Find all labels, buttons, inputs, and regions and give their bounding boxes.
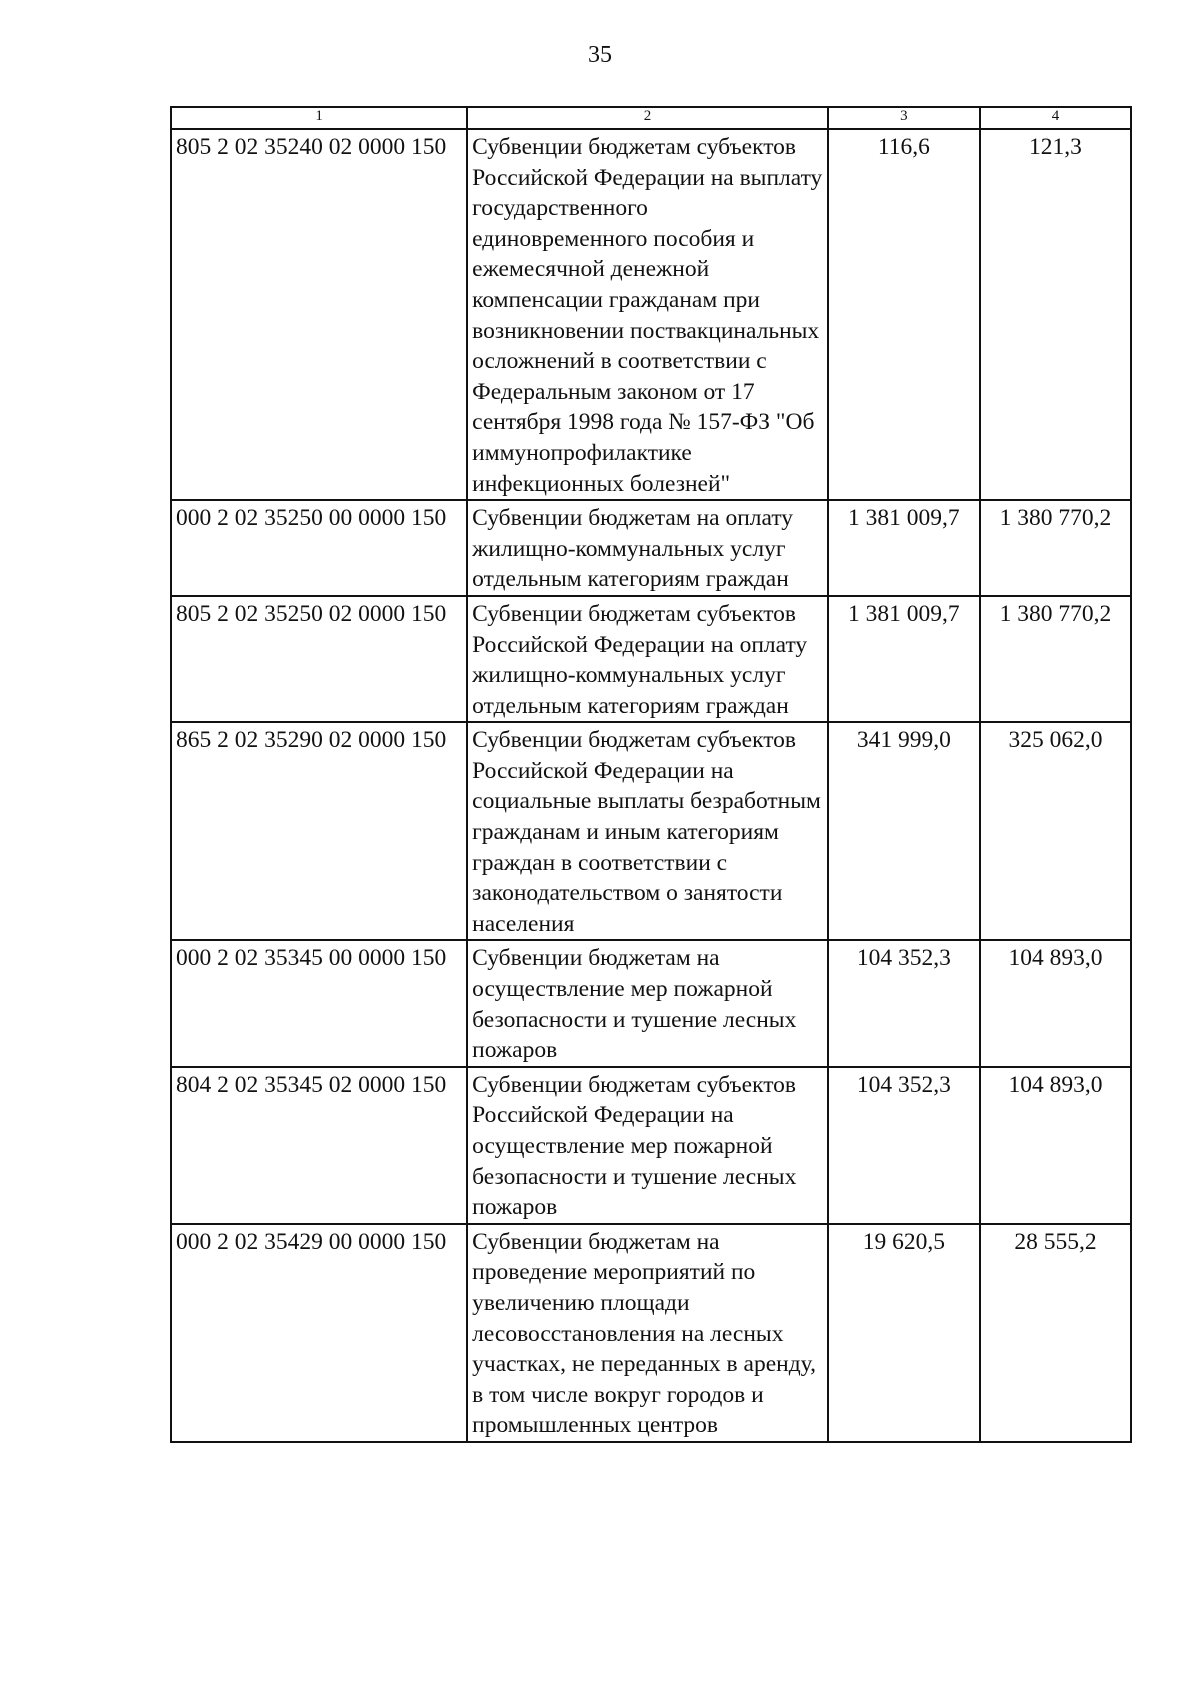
row-description: Субвенции бюджетам на осуществление мер пожарной безопасности и тушение лесных пожаров [467, 940, 828, 1066]
row-code: 000 2 02 35250 00 0000 150 [171, 500, 467, 596]
budget-table [170, 106, 1132, 1443]
row-value-col4: 104 893,0 [980, 1067, 1131, 1224]
row-code: 804 2 02 35345 02 0000 150 [171, 1067, 467, 1224]
row-value-col3: 116,6 [828, 129, 980, 500]
table-header-row [171, 107, 1131, 129]
row-value-col4: 121,3 [980, 129, 1131, 500]
column-header-3: 3 [828, 107, 980, 129]
table-row [171, 596, 1131, 722]
row-description: Субвенции бюджетам на проведение мероприятий по увеличению площади лесовосстановления на лесных участках, не переданных в аренду, в том числе вокруг городов и промышленных центров [467, 1224, 828, 1442]
table-row [171, 940, 1131, 1066]
row-description: Субвенции бюджетам субъектов Российской Федерации на оплату жилищно-коммунальных услуг отдельным категориям граждан [467, 596, 828, 722]
row-value-col3: 1 381 009,7 [828, 596, 980, 722]
row-description: Субвенции бюджетам на оплату жилищно-коммунальных услуг отдельным категориям граждан [467, 500, 828, 596]
row-value-col3: 1 381 009,7 [828, 500, 980, 596]
row-value-col4: 28 555,2 [980, 1224, 1131, 1442]
row-code: 000 2 02 35429 00 0000 150 [171, 1224, 467, 1442]
column-header-4: 4 [980, 107, 1131, 129]
page-number: 35 [588, 42, 612, 68]
row-value-col4: 104 893,0 [980, 940, 1131, 1066]
table-row [171, 129, 1131, 500]
row-value-col4: 325 062,0 [980, 722, 1131, 940]
table-row [171, 722, 1131, 940]
row-value-col3: 341 999,0 [828, 722, 980, 940]
row-value-col4: 1 380 770,2 [980, 596, 1131, 722]
table-row [171, 500, 1131, 596]
row-code: 000 2 02 35345 00 0000 150 [171, 940, 467, 1066]
row-value-col3: 104 352,3 [828, 940, 980, 1066]
table-row [171, 1224, 1131, 1442]
column-header-1: 1 [171, 107, 467, 129]
row-description: Субвенции бюджетам субъектов Российской Федерации на социальные выплаты безработным гражданам и иным категориям граждан в соответствии с законодательством о занятости населения [467, 722, 828, 940]
row-code: 805 2 02 35240 02 0000 150 [171, 129, 467, 500]
row-description: Субвенции бюджетам субъектов Российской Федерации на выплату государственного единовременного пособия и ежемесячной денежной компенсации гражданам при возникновении поствакцинальных осложнений в соответствии с Федеральным законом от 17 сентября 1998 года № 157-ФЗ "Об иммунопрофилактике инфекционных болезней" [467, 129, 828, 500]
row-code: 805 2 02 35250 02 0000 150 [171, 596, 467, 722]
table-row [171, 1067, 1131, 1224]
column-header-2: 2 [467, 107, 828, 129]
row-description: Субвенции бюджетам субъектов Российской Федерации на осуществление мер пожарной безопасности и тушение лесных пожаров [467, 1067, 828, 1224]
row-value-col3: 19 620,5 [828, 1224, 980, 1442]
row-code: 865 2 02 35290 02 0000 150 [171, 722, 467, 940]
row-value-col4: 1 380 770,2 [980, 500, 1131, 596]
row-value-col3: 104 352,3 [828, 1067, 980, 1224]
